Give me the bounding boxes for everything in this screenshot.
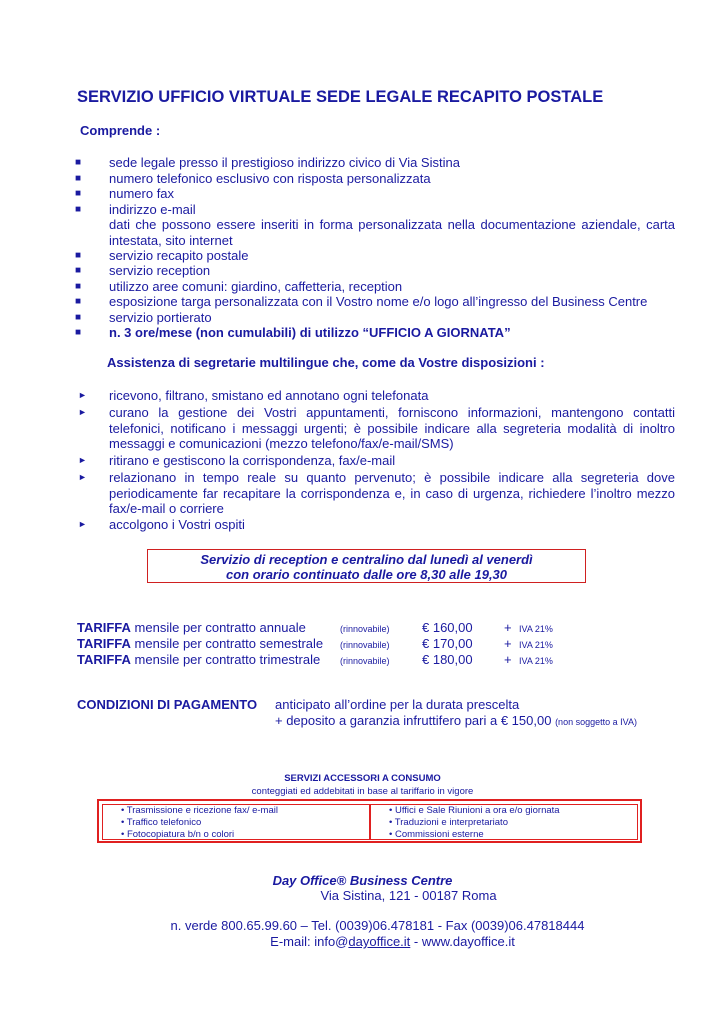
accessori-item: • Traffico telefonico bbox=[121, 817, 202, 828]
assistenza-text: curano la gestione dei Vostri appuntamenti, forniscono informazioni, mantengono contatti telefonici, notificano i messaggi urgenti; è possibile indicare alla segreteria modalità di inoltro messaggi e comunicazioni (mezzo telefono/fax/e-mail/SMS) bbox=[109, 405, 675, 451]
service-text: indirizzo e-mail bbox=[109, 202, 196, 217]
square-bullet-icon: ■ bbox=[75, 204, 82, 215]
square-bullet-icon: ■ bbox=[75, 188, 82, 199]
triangle-bullet-icon: ► bbox=[78, 407, 87, 417]
tariffa-bold: TARIFFA bbox=[77, 652, 131, 667]
tariffa-note: (rinnovabile) bbox=[340, 640, 390, 650]
accessori-item: • Commissioni esterne bbox=[389, 829, 484, 840]
triangle-bullet-icon: ► bbox=[78, 390, 87, 400]
assistenza-heading: Assistenza di segretarie multilingue che, come da Vostre disposizioni : bbox=[107, 355, 545, 370]
tariffa-plus: + bbox=[504, 652, 512, 667]
comprende-label: Comprende : bbox=[80, 123, 161, 138]
tariffa-iva: IVA 21% bbox=[519, 640, 553, 650]
square-bullet-icon: ■ bbox=[75, 296, 82, 307]
company-name: Day Office® Business Centre bbox=[272, 873, 453, 888]
assistenza-text: relazionano in tempo reale su quanto pervenuto; è possibile indicare alla segreteria dove periodicamente far recapitare la corrispondenza e, in caso di urgenza, richiedere l’inoltro mezzo fax/e-mail o corriere bbox=[109, 470, 675, 516]
accessori-left-column bbox=[102, 804, 370, 840]
triangle-bullet-icon: ► bbox=[78, 472, 87, 482]
accessori-item: • Traduzioni e interpretariato bbox=[389, 817, 508, 828]
assistenza-text: ricevono, filtrano, smistano ed annotano ogni telefonata bbox=[109, 388, 429, 403]
tariffa-bold: TARIFFA bbox=[77, 620, 131, 635]
square-bullet-icon: ■ bbox=[75, 281, 82, 292]
service-text: sede legale presso il prestigioso indirizzo civico di Via Sistina bbox=[109, 155, 460, 170]
tariffa-price: € 170,00 bbox=[422, 636, 473, 651]
tariffa-bold: TARIFFA bbox=[77, 636, 131, 651]
tariffa-iva: IVA 21% bbox=[519, 624, 553, 634]
accessori-right-column bbox=[370, 804, 638, 840]
tariffa-price: € 160,00 bbox=[422, 620, 473, 635]
reception-line-2: con orario continuato dalle ore 8,30 alle 19,30 bbox=[225, 567, 508, 582]
service-text: n. 3 ore/mese (non cumulabili) di utilizzo “UFFICIO A GIORNATA” bbox=[109, 325, 511, 340]
accessori-title: SERVIZI ACCESSORI A CONSUMO bbox=[284, 773, 441, 784]
square-bullet-icon: ■ bbox=[75, 312, 82, 323]
tariffa-price: € 180,00 bbox=[422, 652, 473, 667]
company-contacts bbox=[0, 934, 725, 949]
service-text: esposizione targa personalizzata con il Vostro nome e/o logo all’ingresso del Business Centre bbox=[109, 294, 648, 309]
tariffa-note: (rinnovabile) bbox=[340, 656, 390, 666]
service-text: servizio portierato bbox=[109, 310, 212, 325]
triangle-bullet-icon: ► bbox=[78, 455, 87, 465]
email-link[interactable]: dayoffice.it bbox=[348, 934, 411, 949]
square-bullet-icon: ■ bbox=[75, 327, 82, 338]
accessori-item: • Trasmissione e ricezione fax/ e-mail bbox=[121, 805, 278, 816]
page-title: SERVIZIO UFFICIO VIRTUALE SEDE LEGALE RECAPITO POSTALE bbox=[77, 88, 604, 106]
accessori-item: • Uffici e Sale Riunioni a ora e/o giornata bbox=[389, 805, 560, 816]
accessori-box bbox=[97, 799, 642, 843]
condizioni-line-2 bbox=[275, 713, 637, 728]
condizioni-line-1: anticipato all’ordine per la durata prescelta bbox=[275, 697, 520, 712]
tariffa-label bbox=[77, 652, 320, 667]
reception-hours-box bbox=[147, 549, 586, 583]
assistenza-text: ritirano e gestiscono la corrispondenza, fax/e-mail bbox=[109, 453, 396, 468]
deposit-text: + deposito a garanzia infruttifero pari a € 150,00 bbox=[275, 713, 552, 728]
service-text: numero fax bbox=[109, 186, 175, 201]
service-text: servizio recapito postale bbox=[109, 248, 249, 263]
square-bullet-icon: ■ bbox=[75, 265, 82, 276]
deposit-note: (non soggetto a IVA) bbox=[555, 717, 637, 727]
assistenza-text: accolgono i Vostri ospiti bbox=[109, 517, 245, 532]
square-bullet-icon: ■ bbox=[75, 173, 82, 184]
email-prefix: E-mail: info@ bbox=[270, 934, 349, 949]
company-phones: n. verde 800.65.99.60 – Tel. (0039)06.478181 - Fax (0039)06.47818444 bbox=[170, 918, 585, 933]
tariffa-plus: + bbox=[504, 620, 512, 635]
square-bullet-icon: ■ bbox=[75, 157, 82, 168]
reception-line-1: Servizio di reception e centralino dal lunedì al venerdì bbox=[200, 552, 533, 567]
accessori-item: • Fotocopiatura b/n o colori bbox=[121, 829, 235, 840]
square-bullet-icon: ■ bbox=[75, 250, 82, 261]
service-text: utilizzo aree comuni: giardino, caffetteria, reception bbox=[109, 279, 403, 294]
tariffa-note: (rinnovabile) bbox=[340, 624, 390, 634]
service-text: dati che possono essere inseriti in forma personalizzata nella documentazione aziendale, carta intestata, sito internet bbox=[109, 217, 675, 248]
tariffa-desc: mensile per contratto annuale bbox=[130, 620, 306, 635]
tariffa-iva: IVA 21% bbox=[519, 656, 553, 666]
tariffa-label bbox=[77, 636, 323, 651]
condizioni-label: CONDIZIONI DI PAGAMENTO bbox=[77, 697, 258, 712]
company-address: Via Sistina, 121 - 00187 Roma bbox=[320, 888, 497, 903]
service-text: numero telefonico esclusivo con risposta personalizzata bbox=[109, 171, 431, 186]
accessori-subtitle: conteggiati ed addebitati in base al tariffario in vigore bbox=[251, 786, 474, 797]
tariffa-plus: + bbox=[504, 636, 512, 651]
tariffa-desc: mensile per contratto semestrale bbox=[130, 636, 324, 651]
service-text: servizio reception bbox=[109, 263, 211, 278]
tariffa-label bbox=[77, 620, 306, 635]
website-link[interactable]: - www.dayoffice.it bbox=[410, 934, 515, 949]
tariffa-desc: mensile per contratto trimestrale bbox=[130, 652, 321, 667]
triangle-bullet-icon: ► bbox=[78, 519, 87, 529]
